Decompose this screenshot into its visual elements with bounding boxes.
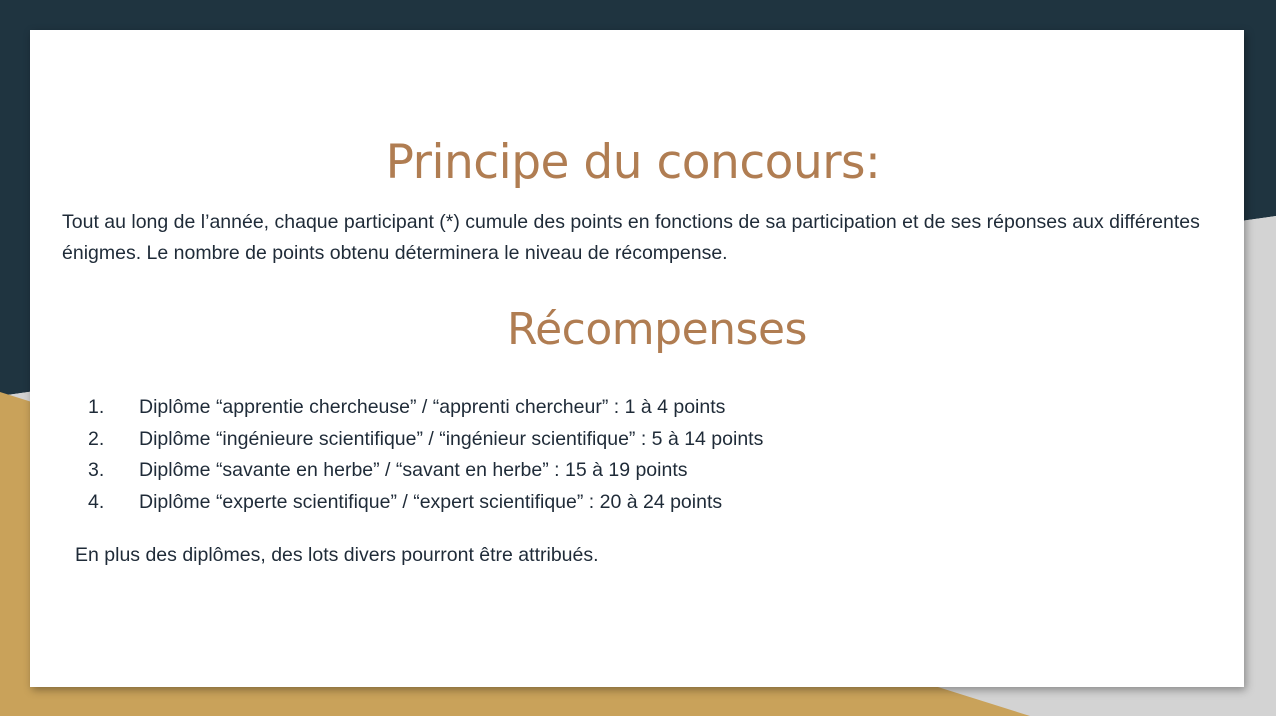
list-item-number: 2. (88, 427, 105, 450)
footer-note: En plus des diplômes, des lots divers pourront être attribués. (75, 544, 599, 566)
list-item (88, 487, 763, 519)
list-item-text: Diplôme “ingénieure scientifique” / “ingénieur scientifique” : 5 à 14 points (139, 427, 764, 450)
slide-title: Principe du concours: (385, 135, 881, 190)
list-item-number: 4. (88, 491, 105, 514)
list-item-text: Diplôme “apprentie chercheuse” / “apprenti chercheur” : 1 à 4 points (139, 396, 726, 418)
intro-paragraph: Tout au long de l’année, chaque participant (*) cumule des points en fonctions de sa participation et de ses réponses aux différentes énigmes. Le nombre de points obtenu déterminera le niveau de récompense. (62, 211, 1200, 264)
list-item-number: 3. (88, 459, 105, 482)
rewards-title: Récompenses (507, 304, 807, 355)
list-item (88, 455, 763, 487)
list-item (88, 392, 763, 424)
list-item-text: Diplôme “experte scientifique” / “expert scientifique” : 20 à 24 points (139, 491, 723, 514)
slide-card (30, 30, 1244, 687)
list-item (88, 424, 763, 456)
list-item-number: 1. (88, 396, 105, 418)
list-item-text: Diplôme “savante en herbe” / “savant en herbe” : 15 à 19 points (139, 459, 688, 482)
rewards-list (88, 392, 763, 519)
